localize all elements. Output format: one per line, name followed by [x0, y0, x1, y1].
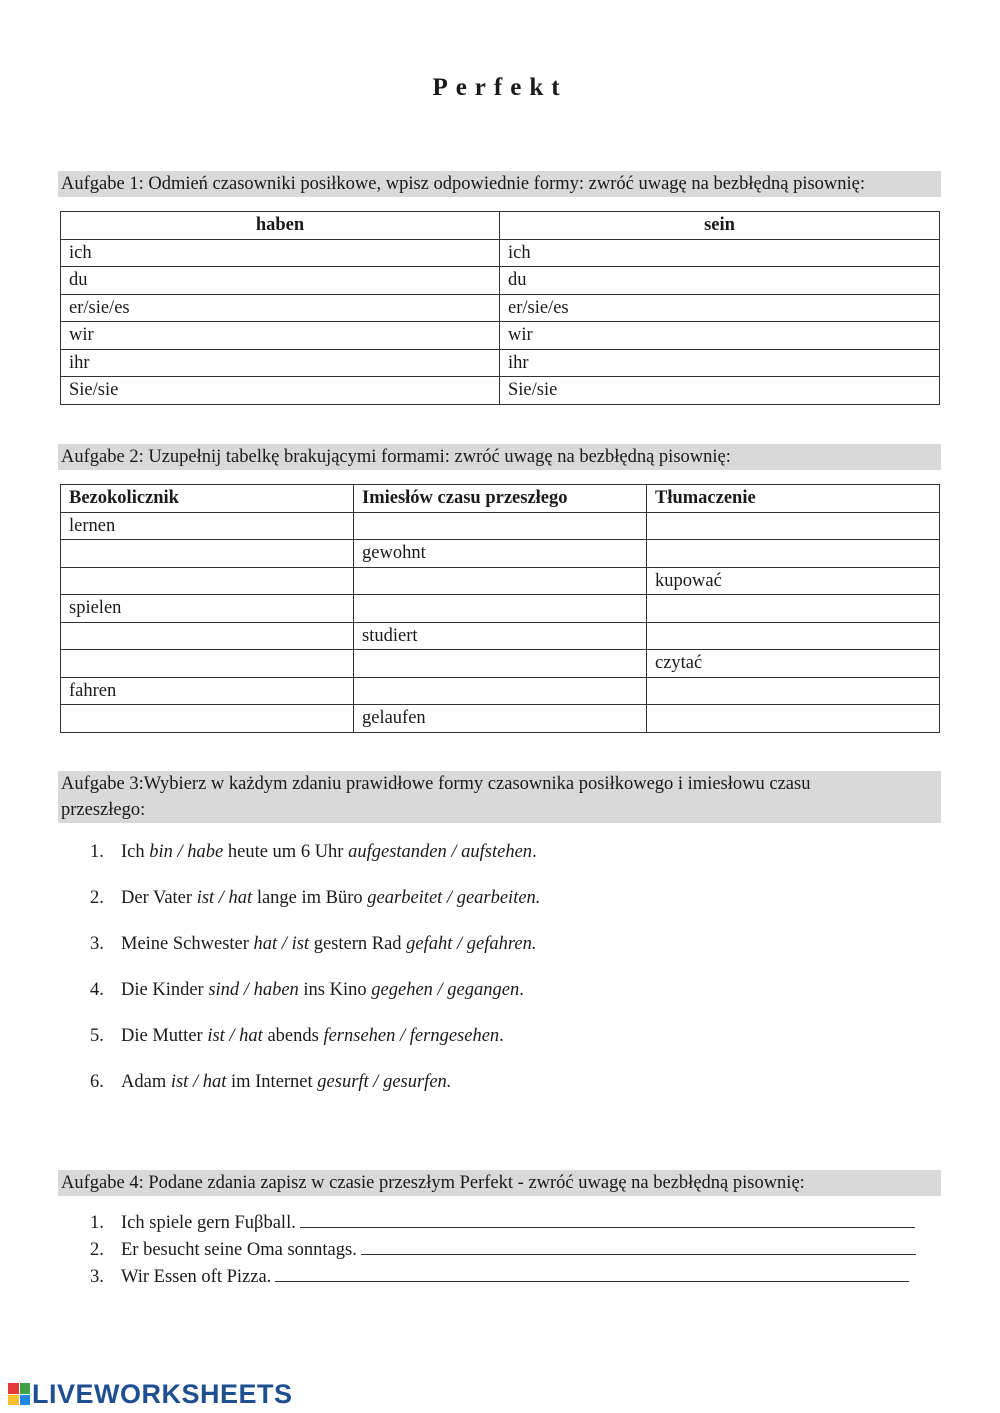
- answer-line[interactable]: [275, 1265, 909, 1282]
- participle-choice[interactable]: gearbeitet / gearbeiten.: [367, 888, 541, 908]
- task2-heading: Aufgabe 2: Uzupełnij tabelkę brakującymi formami: zwróć uwagę na bezbłędną pisownię:: [58, 444, 941, 470]
- task1-row: [61, 377, 940, 405]
- task4-heading: Aufgabe 4: Podane zdania zapisz w czasie przeszłym Perfekt - zwróć uwagę na bezbłędną pisownię:: [58, 1170, 941, 1196]
- haben-pronoun-cell[interactable]: wir: [61, 322, 500, 350]
- answer-line[interactable]: [300, 1211, 915, 1228]
- task1-row: [61, 239, 940, 267]
- task2-row: [61, 595, 940, 623]
- sentence-text: Ich spiele gern Fuβball.: [121, 1213, 296, 1233]
- infinitive-cell[interactable]: [61, 650, 354, 678]
- sentence-middle: im Internet: [226, 1072, 318, 1092]
- task2-row: [61, 622, 940, 650]
- sentence-start: Die Kinder: [121, 980, 209, 1000]
- item-number: 6.: [90, 1072, 104, 1092]
- task2-header-infinitive: Bezokolicznik: [61, 485, 354, 513]
- translation-cell[interactable]: [647, 540, 940, 568]
- item-number: 1.: [90, 842, 104, 862]
- task2-row: [61, 540, 940, 568]
- task1-heading: Aufgabe 1: Odmień czasowniki posiłkowe, wpisz odpowiednie formy: zwróć uwagę na bezbłędną pisownię:: [58, 171, 941, 197]
- liveworksheets-logo: [8, 1378, 293, 1410]
- sentence-middle: heute um 6 Uhr: [223, 842, 349, 862]
- task4-list: [90, 1211, 916, 1292]
- sentence-middle: abends: [262, 1026, 324, 1046]
- task3-heading: [58, 771, 941, 823]
- item-number: 2.: [90, 888, 104, 908]
- task4-item: [90, 1238, 916, 1265]
- translation-cell: czytać: [647, 650, 940, 678]
- auxiliary-choice[interactable]: ist / hat: [196, 888, 253, 908]
- auxiliary-choice[interactable]: bin / habe: [149, 842, 224, 862]
- haben-pronoun-cell[interactable]: ihr: [61, 349, 500, 377]
- sein-pronoun-cell[interactable]: Sie/sie: [500, 377, 940, 405]
- auxiliary-choice[interactable]: hat / ist: [253, 934, 310, 954]
- task2-header-translation: Tłumaczenie: [647, 485, 940, 513]
- task3-item: [90, 886, 540, 932]
- task2-header-participle: Imiesłów czasu przeszłego: [354, 485, 647, 513]
- task1-row: [61, 322, 940, 350]
- task3-heading-line2: przeszłego:: [61, 800, 146, 820]
- sein-pronoun-cell[interactable]: du: [500, 267, 940, 295]
- task3-item: [90, 1070, 540, 1116]
- auxiliary-choice[interactable]: ist / hat: [207, 1026, 263, 1046]
- participle-cell: studiert: [354, 622, 647, 650]
- task3-item: [90, 1024, 540, 1070]
- task3-item: [90, 932, 540, 978]
- item-number: 3.: [90, 934, 104, 954]
- page-title: Perfekt: [432, 74, 568, 101]
- translation-cell[interactable]: [647, 705, 940, 733]
- logo-mark-icon: [8, 1383, 30, 1405]
- participle-cell: gelaufen: [354, 705, 647, 733]
- sentence-end: .: [532, 842, 537, 862]
- participle-choice[interactable]: gefaht / gefahren.: [406, 934, 537, 954]
- translation-cell[interactable]: [647, 512, 940, 540]
- haben-pronoun-cell[interactable]: du: [61, 267, 500, 295]
- haben-pronoun-cell[interactable]: Sie/sie: [61, 377, 500, 405]
- participle-choice[interactable]: gesurft / gesurfen.: [317, 1072, 452, 1092]
- participle-cell[interactable]: [354, 650, 647, 678]
- participle-choice[interactable]: fernsehen / ferngesehen: [323, 1026, 500, 1046]
- infinitive-cell: fahren: [61, 677, 354, 705]
- sentence-text: Er besucht seine Oma sonntags.: [121, 1240, 357, 1260]
- haben-pronoun-cell[interactable]: er/sie/es: [61, 294, 500, 322]
- task1-header-sein: sein: [500, 212, 940, 240]
- participle-cell[interactable]: [354, 677, 647, 705]
- item-number: 4.: [90, 980, 104, 1000]
- sentence-start: Adam: [121, 1072, 171, 1092]
- participle-cell: gewohnt: [354, 540, 647, 568]
- auxiliary-choice[interactable]: ist / hat: [170, 1072, 227, 1092]
- infinitive-cell[interactable]: [61, 540, 354, 568]
- task1-row: [61, 267, 940, 295]
- task2-row: [61, 705, 940, 733]
- logo-text: LIVEWORKSHEETS: [32, 1378, 293, 1409]
- sein-pronoun-cell[interactable]: ihr: [500, 349, 940, 377]
- sentence-middle: gestern Rad: [309, 934, 407, 954]
- infinitive-cell[interactable]: [61, 705, 354, 733]
- sentence-end: .: [519, 980, 524, 1000]
- translation-cell[interactable]: [647, 595, 940, 623]
- auxiliary-choice[interactable]: sind / haben: [208, 980, 299, 1000]
- sentence-middle: lange im Büro: [252, 888, 368, 908]
- infinitive-cell[interactable]: [61, 622, 354, 650]
- task2-row: [61, 567, 940, 595]
- sentence-start: Ich: [121, 842, 150, 862]
- infinitive-cell: spielen: [61, 595, 354, 623]
- task4-item: [90, 1265, 916, 1292]
- item-number: 1.: [90, 1213, 104, 1233]
- infinitive-cell[interactable]: [61, 567, 354, 595]
- sein-pronoun-cell[interactable]: ich: [500, 239, 940, 267]
- participle-cell[interactable]: [354, 567, 647, 595]
- sein-pronoun-cell[interactable]: er/sie/es: [500, 294, 940, 322]
- task1-row: [61, 349, 940, 377]
- task3-heading-line1: Aufgabe 3:Wybierz w każdym zdaniu prawidłowe formy czasownika posiłkowego i imiesłowu czasu: [61, 774, 811, 794]
- task3-list: [90, 840, 540, 1116]
- sentence-start: Die Mutter: [121, 1026, 208, 1046]
- participle-cell[interactable]: [354, 512, 647, 540]
- participle-cell[interactable]: [354, 595, 647, 623]
- participle-choice[interactable]: gegehen / gegangen: [371, 980, 520, 1000]
- task2-row: [61, 650, 940, 678]
- sentence-start: Meine Schwester: [121, 934, 254, 954]
- item-number: 5.: [90, 1026, 104, 1046]
- translation-cell[interactable]: [647, 622, 940, 650]
- answer-line[interactable]: [361, 1238, 916, 1255]
- task2-row: [61, 512, 940, 540]
- task1-table: [60, 211, 940, 405]
- task2-row: [61, 677, 940, 705]
- translation-cell[interactable]: [647, 677, 940, 705]
- task1-header-haben: haben: [61, 212, 500, 240]
- sentence-end: .: [499, 1026, 504, 1046]
- item-number: 2.: [90, 1240, 104, 1260]
- task3-item: [90, 840, 540, 886]
- task2-table: [60, 484, 940, 733]
- participle-choice[interactable]: aufgestanden / aufstehen: [348, 842, 533, 862]
- task3-item: [90, 978, 540, 1024]
- item-number: 3.: [90, 1267, 104, 1287]
- sentence-text: Wir Essen oft Pizza.: [121, 1267, 272, 1287]
- haben-pronoun-cell[interactable]: ich: [61, 239, 500, 267]
- sein-pronoun-cell[interactable]: wir: [500, 322, 940, 350]
- infinitive-cell: lernen: [61, 512, 354, 540]
- sentence-middle: ins Kino: [298, 980, 372, 1000]
- translation-cell: kupować: [647, 567, 940, 595]
- task1-row: [61, 294, 940, 322]
- sentence-start: Der Vater: [121, 888, 197, 908]
- task4-item: [90, 1211, 916, 1238]
